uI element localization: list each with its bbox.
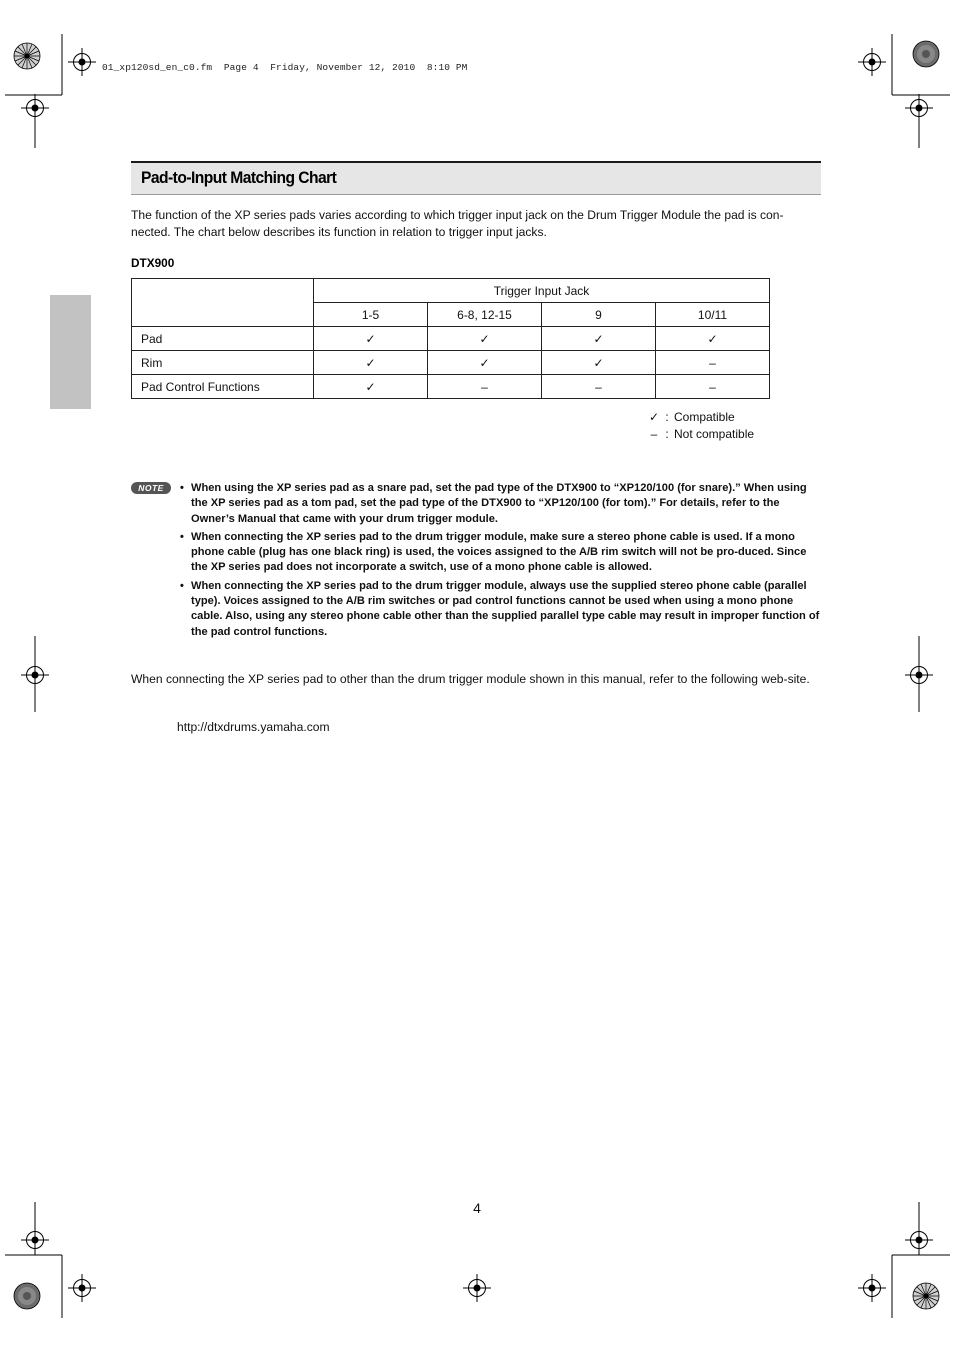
table-cell: ✓ [542, 327, 656, 351]
chapter-side-tab [50, 295, 91, 409]
file-header: 01_xp120sd_en_c0.fm Page 4 Friday, November 12, 2010 8:10 PM [102, 62, 468, 73]
section-title: Pad-to-Input Matching Chart [141, 168, 337, 187]
legend-label: Not compatible [674, 426, 755, 441]
bullet-icon: • [180, 579, 184, 592]
section-heading-bar [131, 161, 821, 195]
legend-separator: : [665, 426, 669, 441]
table-cell: ✓ [314, 351, 428, 375]
column-header: 6-8, 12-15 [428, 303, 542, 327]
pad-input-table [131, 278, 770, 399]
note-item [180, 530, 824, 576]
table-cell: ✓ [656, 327, 770, 351]
bullet-icon: • [180, 530, 184, 543]
table-cell: ✓ [542, 351, 656, 375]
table-corner-cell [132, 279, 314, 327]
table-cell: – [428, 375, 542, 399]
table-heading: DTX900 [131, 256, 175, 270]
table-cell: – [656, 375, 770, 399]
check-icon: ✓ [648, 410, 660, 424]
bullet-icon: • [180, 482, 184, 494]
table-cell: ✓ [428, 351, 542, 375]
row-label: Pad [132, 327, 314, 351]
table-cell: – [656, 351, 770, 375]
legend-separator: : [665, 410, 669, 424]
note-item [180, 481, 824, 527]
column-header: 10/11 [656, 303, 770, 327]
table-row [132, 327, 770, 351]
column-header: 1-5 [314, 303, 428, 327]
note-text: When connecting the XP series pad to the drum trigger module, always use the supplied stereo phone cable (parallel type). Voices assigned to the A/B rim switches or pad control functions cannot be used when using a mono phone cable. Also, using any stereo phone cable other than the supplied parallel type cable may result in improper function of the pad control functions. [191, 579, 820, 638]
row-label: Rim [132, 351, 314, 375]
table-cell: ✓ [314, 327, 428, 351]
legend-item [648, 409, 754, 426]
table-cell: ✓ [314, 375, 428, 399]
table-cell: – [542, 375, 656, 399]
website-url[interactable]: http://dtxdrums.yamaha.com [177, 720, 330, 734]
legend-item [648, 426, 754, 443]
note-list [180, 481, 824, 643]
table-header-row [132, 279, 770, 303]
trigger-input-jack-header: Trigger Input Jack [314, 279, 770, 303]
page-number: 4 [473, 1200, 481, 1216]
table-row [132, 375, 770, 399]
note-text: When connecting the XP series pad to the drum trigger module, make sure a stereo phone cable is used. If a mono phone cable (plug has one black ring) is used, the voices assigned to the A/B rim switch will not be pro-duced. Since the XP series pad does not incorporate a switch, use of a mono phone cable is allowed. [191, 530, 807, 574]
note-text: When using the XP series pad as a snare pad, set the pad type of the DTX900 to “XP120/100 (for snare).” When using the XP series pad as a tom pad, set the pad type of the DTX900 to “XP120/100 (for tom).” For details, refer to the Owner’s Manual that came with your drum trigger module. [191, 482, 807, 525]
note-item [180, 579, 824, 640]
table-legend [648, 409, 754, 442]
table-row [132, 351, 770, 375]
intro-paragraph: The function of the XP series pads varies according to which trigger input jack on the Drum Trigger Module the pad is con-nected. The chart below describes its function in relation to trigger input jacks. [131, 208, 784, 239]
outro-paragraph: When connecting the XP series pad to other than the drum trigger module shown in this manual, refer to the following web-site. [131, 672, 810, 686]
table-cell: ✓ [428, 327, 542, 351]
note-badge: NOTE [131, 482, 171, 494]
row-label: Pad Control Functions [132, 375, 314, 399]
dash-icon: – [650, 426, 658, 441]
legend-label: Compatible [674, 410, 735, 424]
column-header: 9 [542, 303, 656, 327]
